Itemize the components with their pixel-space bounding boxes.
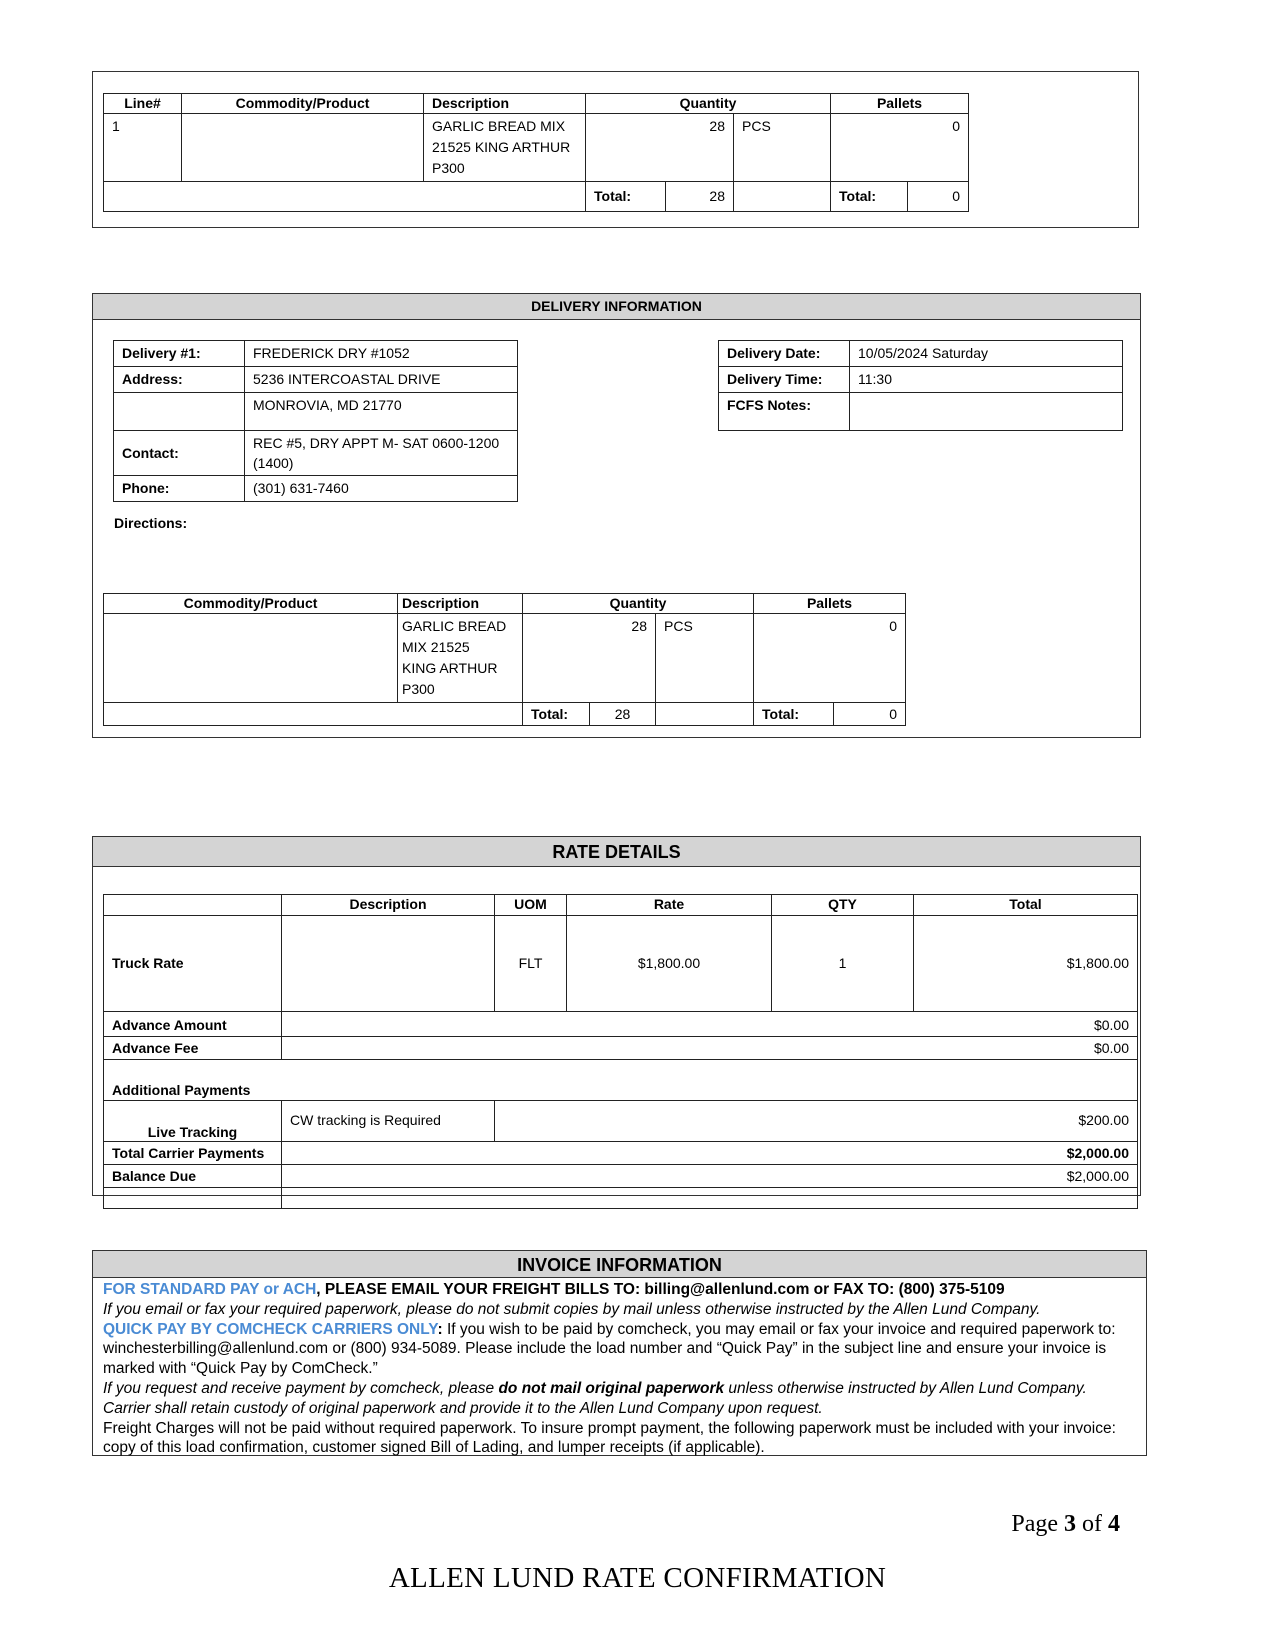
- delivery-number-label: Delivery #1:: [114, 341, 245, 367]
- standard-pay-line: FOR STANDARD PAY or ACH, PLEASE EMAIL YOUR FREIGHT BILLS TO: billing@allenlund.com or FAX TO: (800) 375-5109: [103, 1281, 1005, 1298]
- line-number: 1: [104, 114, 182, 182]
- rate-col-qty: QTY: [772, 895, 914, 916]
- invoice-body: [93, 1278, 1146, 1458]
- page-number: Page 3 of 4: [1011, 1511, 1120, 1537]
- pallets-total-value: 0: [834, 703, 906, 726]
- fcfs-notes-value: [850, 393, 1123, 431]
- description-cell: GARLIC BREAD MIX 21525 KING ARTHUR P300: [424, 114, 586, 182]
- pallets-total-value: 0: [908, 182, 969, 212]
- pallets-cell: 0: [754, 614, 906, 703]
- rate-footer-blank-left: [104, 1188, 282, 1209]
- col-header-pallets: Pallets: [754, 594, 906, 614]
- advance-fee-label: Advance Fee: [104, 1037, 282, 1060]
- pickup-items-table: [103, 93, 969, 212]
- rate-col-description: Description: [282, 895, 495, 916]
- quantity-cell: 28: [523, 614, 656, 703]
- qty-total-value: 28: [666, 182, 734, 212]
- col-header-line: Line#: [104, 94, 182, 114]
- delivery-schedule-table: [718, 340, 1123, 431]
- address-label: Address:: [114, 367, 245, 393]
- totals-spacer: [104, 182, 586, 212]
- live-tracking-label: Live Tracking: [104, 1101, 282, 1142]
- table-row: [104, 614, 906, 703]
- truck-rate-row: [104, 916, 1138, 1012]
- total-carrier-payments-value: $2,000.00: [282, 1142, 1138, 1165]
- delivery-time-value: 11:30: [850, 367, 1123, 393]
- description-cell: GARLIC BREAD MIX 21525 KING ARTHUR P300: [398, 614, 523, 703]
- rate-col-total: Total: [914, 895, 1138, 916]
- col-header-pallets: Pallets: [831, 94, 969, 114]
- rate-col-uom: UOM: [495, 895, 567, 916]
- address-line1: 5236 INTERCOASTAL DRIVE: [245, 367, 518, 393]
- invoice-title: INVOICE INFORMATION: [93, 1251, 1146, 1278]
- delivery-date-value: 10/05/2024 Saturday: [850, 341, 1123, 367]
- truck-rate-description: [282, 916, 495, 1012]
- truck-rate-total: $1,800.00: [914, 916, 1138, 1012]
- fcfs-notes-label: FCFS Notes:: [719, 393, 850, 431]
- delivery-date-label: Delivery Date:: [719, 341, 850, 367]
- phone-label: Phone:: [114, 476, 245, 502]
- truck-rate-label: Truck Rate: [104, 916, 282, 1012]
- directions-label: Directions:: [114, 515, 188, 531]
- address-label-blank: [114, 393, 245, 431]
- delivery-time-label: Delivery Time:: [719, 367, 850, 393]
- additional-payments-label: Additional Payments: [104, 1060, 1138, 1101]
- pallets-total-label: Total:: [754, 703, 834, 726]
- pallets-cell: 0: [831, 114, 969, 182]
- rate-col-rate: Rate: [567, 895, 772, 916]
- col-header-quantity: Quantity: [523, 594, 754, 614]
- invoice-section: [92, 1250, 1147, 1456]
- live-tracking-description: CW tracking is Required: [282, 1101, 495, 1142]
- address-line2: MONROVIA, MD 21770: [245, 393, 518, 431]
- contact-value: REC #5, DRY APPT M- SAT 0600-1200 (1400): [245, 431, 518, 476]
- col-header-description: Description: [398, 594, 523, 614]
- rate-table: [103, 894, 1138, 1209]
- quantity-cell: 28: [586, 114, 734, 182]
- uom-cell: PCS: [656, 614, 754, 703]
- uom-total-spacer: [734, 182, 831, 212]
- totals-spacer: [104, 703, 523, 726]
- col-header-commodity: Commodity/Product: [182, 94, 424, 114]
- delivery-items-table: [103, 593, 906, 726]
- balance-due-label: Balance Due: [104, 1165, 282, 1188]
- truck-rate-rate: $1,800.00: [567, 916, 772, 1012]
- truck-rate-qty: 1: [772, 916, 914, 1012]
- pallets-total-label: Total:: [831, 182, 908, 212]
- advance-amount-label: Advance Amount: [104, 1012, 282, 1037]
- table-row: [104, 114, 969, 182]
- truck-rate-uom: FLT: [495, 916, 567, 1012]
- uom-total-spacer: [656, 703, 754, 726]
- commodity-cell: [182, 114, 424, 182]
- live-tracking-value: $200.00: [495, 1101, 1138, 1142]
- total-carrier-payments-label: Total Carrier Payments: [104, 1142, 282, 1165]
- delivery-address-table: [113, 340, 518, 502]
- col-header-description: Description: [424, 94, 586, 114]
- live-tracking-row: [104, 1101, 1138, 1142]
- delivery-title: DELIVERY INFORMATION: [93, 294, 1140, 320]
- commodity-cell: [104, 614, 398, 703]
- quick-pay-paragraph: QUICK PAY BY COMCHECK CARRIERS ONLY: If you wish to be paid by comcheck, you may email or fax your invoice and required paperwork to: winchesterbilling@allenlund.com or (800) 934-5089. Please include the load number and “Quick Pay” in the subject line and ensure your invoice is marked with “Quick Pay by ComCheck.”: [103, 1320, 1116, 1378]
- rate-col-blank: [104, 895, 282, 916]
- advance-amount-value: $0.00: [282, 1012, 1138, 1037]
- document-footer-title: ALLEN LUND RATE CONFIRMATION: [388, 1562, 887, 1594]
- contact-label: Contact:: [114, 431, 245, 476]
- rate-footer-blank-right: [282, 1188, 1138, 1209]
- phone-value: (301) 631-7460: [245, 476, 518, 502]
- advance-fee-value: $0.00: [282, 1037, 1138, 1060]
- qty-total-label: Total:: [586, 182, 666, 212]
- uom-cell: PCS: [734, 114, 831, 182]
- col-header-commodity: Commodity/Product: [104, 594, 398, 614]
- qty-total-value: 28: [590, 703, 656, 726]
- comcheck-paragraph: If you request and receive payment by comcheck, please do not mail original paperwork unless otherwise instructed by Allen Lund Company. Carrier shall retain custody of original paperwork and provide it to the Allen Lund Company upon request.: [103, 1379, 1087, 1417]
- col-header-quantity: Quantity: [586, 94, 831, 114]
- email-fax-note: If you email or fax your required paperwork, please do not submit copies by mail unless otherwise instructed by the Allen Lund Company.: [103, 1300, 1041, 1318]
- qty-total-label: Total:: [523, 703, 590, 726]
- balance-due-value: $2,000.00: [282, 1165, 1138, 1188]
- freight-charges-paragraph: Freight Charges will not be paid without required paperwork. To insure prompt payment, the following paperwork must be included with your invoice: copy of this load confirmation, customer signed Bill of Lading, and lumper receipts (if applicable).: [103, 1419, 1116, 1457]
- delivery-number-value: FREDERICK DRY #1052: [245, 341, 518, 367]
- rate-details-title: RATE DETAILS: [93, 837, 1140, 867]
